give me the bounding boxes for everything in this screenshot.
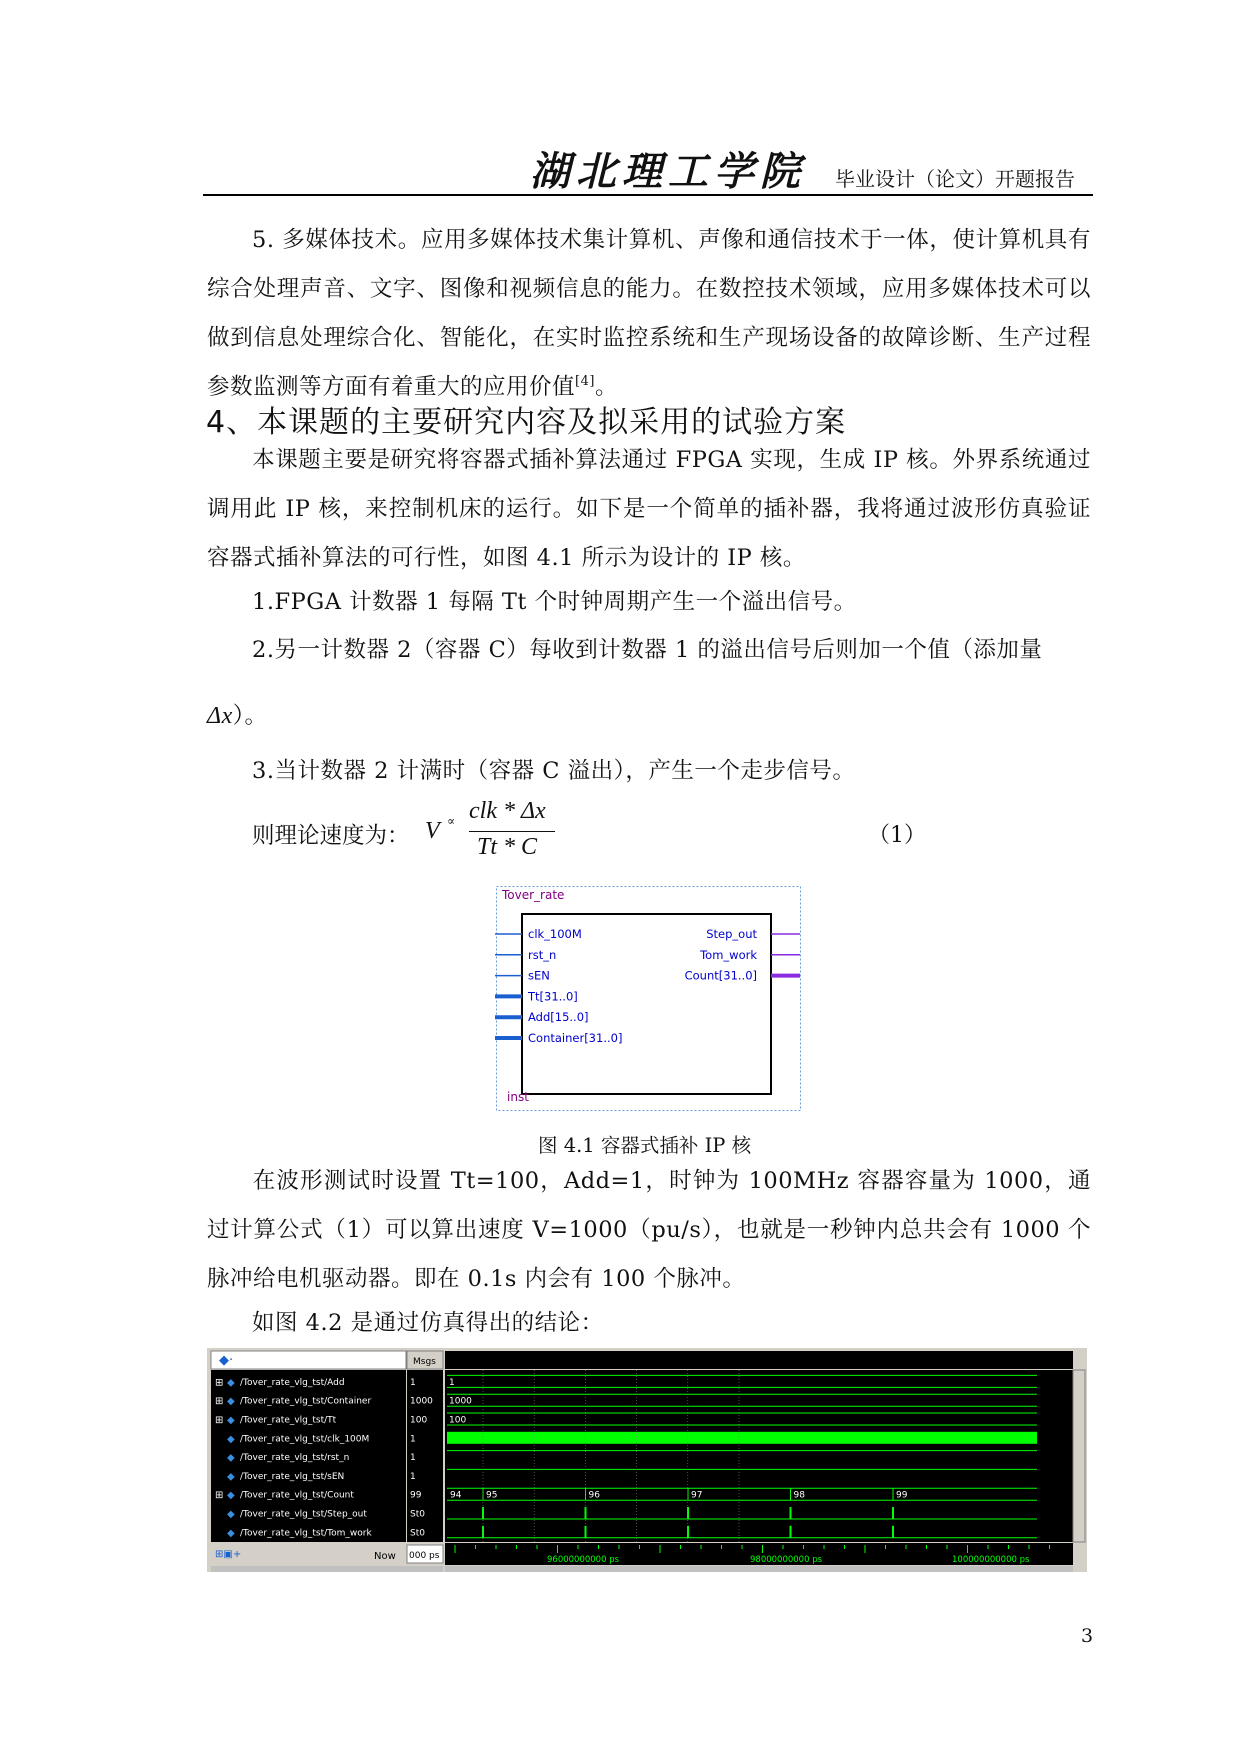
output-port-label: Tom_work [700, 947, 757, 962]
speed-formula [425, 798, 565, 868]
signal-diamond-icon: ◆ [227, 1527, 235, 1539]
signal-diamond-icon: ◆ [227, 1396, 235, 1408]
fraction-bar [469, 831, 555, 832]
count-value: 98 [793, 1490, 805, 1501]
time-label: 100000000000 ps [952, 1555, 1030, 1565]
wave-pane [445, 1370, 1073, 1542]
wave-header-bar [445, 1351, 1073, 1369]
horizontal-scrollbar[interactable] [445, 1566, 1073, 1572]
clock-trace [447, 1432, 1037, 1444]
signal-value: 1 [410, 1377, 416, 1388]
paragraph-test-setup: 在波形测试时设置 Tt=100，Add=1，时钟为 100MHz 容器容量为 1000，通过计算公式（1）可以算出速度 V=1000（pu/s），也就是一秒钟内总共会有 1000 个脉冲给电机驱动器。即在 0.1s 内会有 100 个脉冲。 [207, 1168, 1091, 1292]
signal-name: /Tover_rate_vlg_tst/rst_n [240, 1453, 350, 1464]
formula-label: 则理论速度为： [252, 823, 410, 849]
list-item-3: 3.当计数器 2 计满时（容器 C 溢出），产生一个走步信号。 [252, 758, 856, 784]
proportional-symbol: ∝ [447, 814, 456, 828]
paragraph-multimedia: 5. 多媒体技术。应用多媒体技术集计算机、声像和通信技术于一体，使计算机具有综合处理声音、文字、图像和视频信息的能力。在数控技术领域，应用多媒体技术可以做到信息处理综合化、智能化，在实时监控系统和生产现场设备的故障诊断、生产过程参数监测等方面有着重大的应用价值[4]。 [207, 227, 1091, 400]
signal-diamond-icon: ◆ [227, 1490, 235, 1502]
list-item-2-continued: Δx）。 [207, 703, 268, 729]
signal-value: St0 [410, 1528, 425, 1539]
signal-value: 99 [410, 1490, 422, 1501]
figure-caption: 图 4.1 容器式插补 IP 核 [538, 1134, 752, 1157]
reference-mark: [4] [575, 374, 595, 389]
output-port-label: Step_out [706, 927, 757, 941]
waveform-viewer [207, 1348, 1087, 1572]
expand-icon[interactable]: ⊞ [215, 1490, 224, 1502]
msgs-header: Msgs [413, 1357, 436, 1367]
signal-name: /Tover_rate_vlg_tst/Container [240, 1396, 372, 1407]
now-value: 000 ps [409, 1551, 440, 1561]
paragraph-simulation-intro: 如图 4.2 是通过仿真得出的结论： [252, 1310, 604, 1336]
count-value: 95 [486, 1490, 498, 1501]
formula-number: （1） [868, 823, 926, 848]
now-label: Now [374, 1551, 396, 1562]
expand-icon[interactable]: ⊞ [215, 1396, 224, 1408]
name-scrollbar[interactable] [211, 1566, 443, 1572]
input-port-label: Tt[31..0] [528, 989, 578, 1004]
signal-diamond-icon: ◆ [227, 1377, 235, 1389]
input-port-label: rst_n [528, 947, 557, 962]
count-value: 94 [450, 1490, 462, 1501]
count-value: 97 [691, 1490, 703, 1501]
signal-name: /Tover_rate_vlg_tst/sEN [240, 1471, 345, 1482]
diamond-icon: ◆· [219, 1353, 234, 1368]
cursor-tools-icon[interactable]: ⊞▣+ [215, 1549, 242, 1560]
signal-name: /Tover_rate_vlg_tst/Tt [240, 1415, 337, 1426]
signal-diamond-icon: ◆ [227, 1415, 235, 1426]
signal-value: 100 [410, 1415, 428, 1426]
instance-name: inst [507, 1090, 529, 1104]
count-value: 99 [896, 1490, 908, 1501]
signal-name: /Tover_rate_vlg_tst/Add [240, 1377, 345, 1388]
paragraph-research: 本课题主要是研究将容器式插补算法通过 FPGA 实现，生成 IP 核。外界系统通过调用此 IP 核，来控制机床的运行。如下是一个简单的插补器，我将通过波形仿真验证容器式插补算法的可行性，如图 4.1 所示为设计的 IP 核。 [207, 447, 1091, 571]
signal-value: 1 [410, 1434, 416, 1445]
signal-name: /Tover_rate_vlg_tst/Step_out [240, 1509, 367, 1520]
time-label: 98000000000 ps [750, 1555, 823, 1565]
ip-name: Tover_rate [502, 888, 565, 902]
toolbar-left [211, 1351, 406, 1369]
page-number: 3 [1081, 1625, 1094, 1647]
vertical-scrollbar[interactable] [1073, 1370, 1085, 1542]
signal-diamond-icon: ◆ [227, 1471, 235, 1483]
signal-name: /Tover_rate_vlg_tst/Count [240, 1490, 354, 1501]
signal-diamond-icon: ◆ [227, 1509, 235, 1520]
formula-numerator: clk * Δx [469, 798, 546, 824]
signal-value: St0 [410, 1509, 425, 1520]
input-port-label: Container[31..0] [528, 1031, 623, 1045]
count-value: 96 [588, 1490, 600, 1501]
university-logo: 湖北理工学院 [530, 148, 806, 195]
signal-name: /Tover_rate_vlg_tst/Tom_work [240, 1528, 372, 1539]
signal-diamond-icon: ◆ [227, 1433, 235, 1445]
signal-value: 1 [410, 1471, 416, 1482]
signal-diamond-icon: ◆ [227, 1452, 235, 1464]
wave-value: 1000 [449, 1396, 472, 1407]
list-item-2: 2.另一计数器 2（容器 C）每收到计数器 1 的溢出信号后则加一个值（添加量 [252, 637, 1043, 663]
signal-name: /Tover_rate_vlg_tst/clk_100M [240, 1434, 370, 1445]
signal-value: 1000 [410, 1396, 433, 1407]
header-title: 毕业设计（论文）开题报告 [835, 167, 1075, 191]
section-heading: 4、本课题的主要研究内容及拟采用的试验方案 [206, 405, 847, 440]
wave-value: 1 [449, 1377, 455, 1388]
list-item-1: 1.FPGA 计数器 1 每隔 Tt 个时钟周期产生一个溢出信号。 [252, 589, 857, 615]
input-port-label: clk_100M [528, 927, 582, 941]
formula-denominator: Tt * C [477, 834, 538, 860]
formula-lhs: V [425, 818, 440, 844]
time-label: 96000000000 ps [547, 1555, 620, 1565]
signal-row[interactable] [227, 1432, 1037, 1445]
expand-icon[interactable]: ⊞ [215, 1377, 224, 1389]
ip-core-diagram [495, 885, 802, 1112]
wave-value: 100 [449, 1415, 467, 1426]
signal-value: 1 [410, 1453, 416, 1464]
input-port-label: sEN [528, 968, 550, 983]
header-rule [203, 194, 1093, 196]
ip-core-box [522, 914, 771, 1094]
expand-icon[interactable]: ⊞ [215, 1415, 224, 1426]
output-port-label: Count[31..0] [684, 968, 757, 983]
input-port-label: Add[15..0] [528, 1010, 589, 1025]
